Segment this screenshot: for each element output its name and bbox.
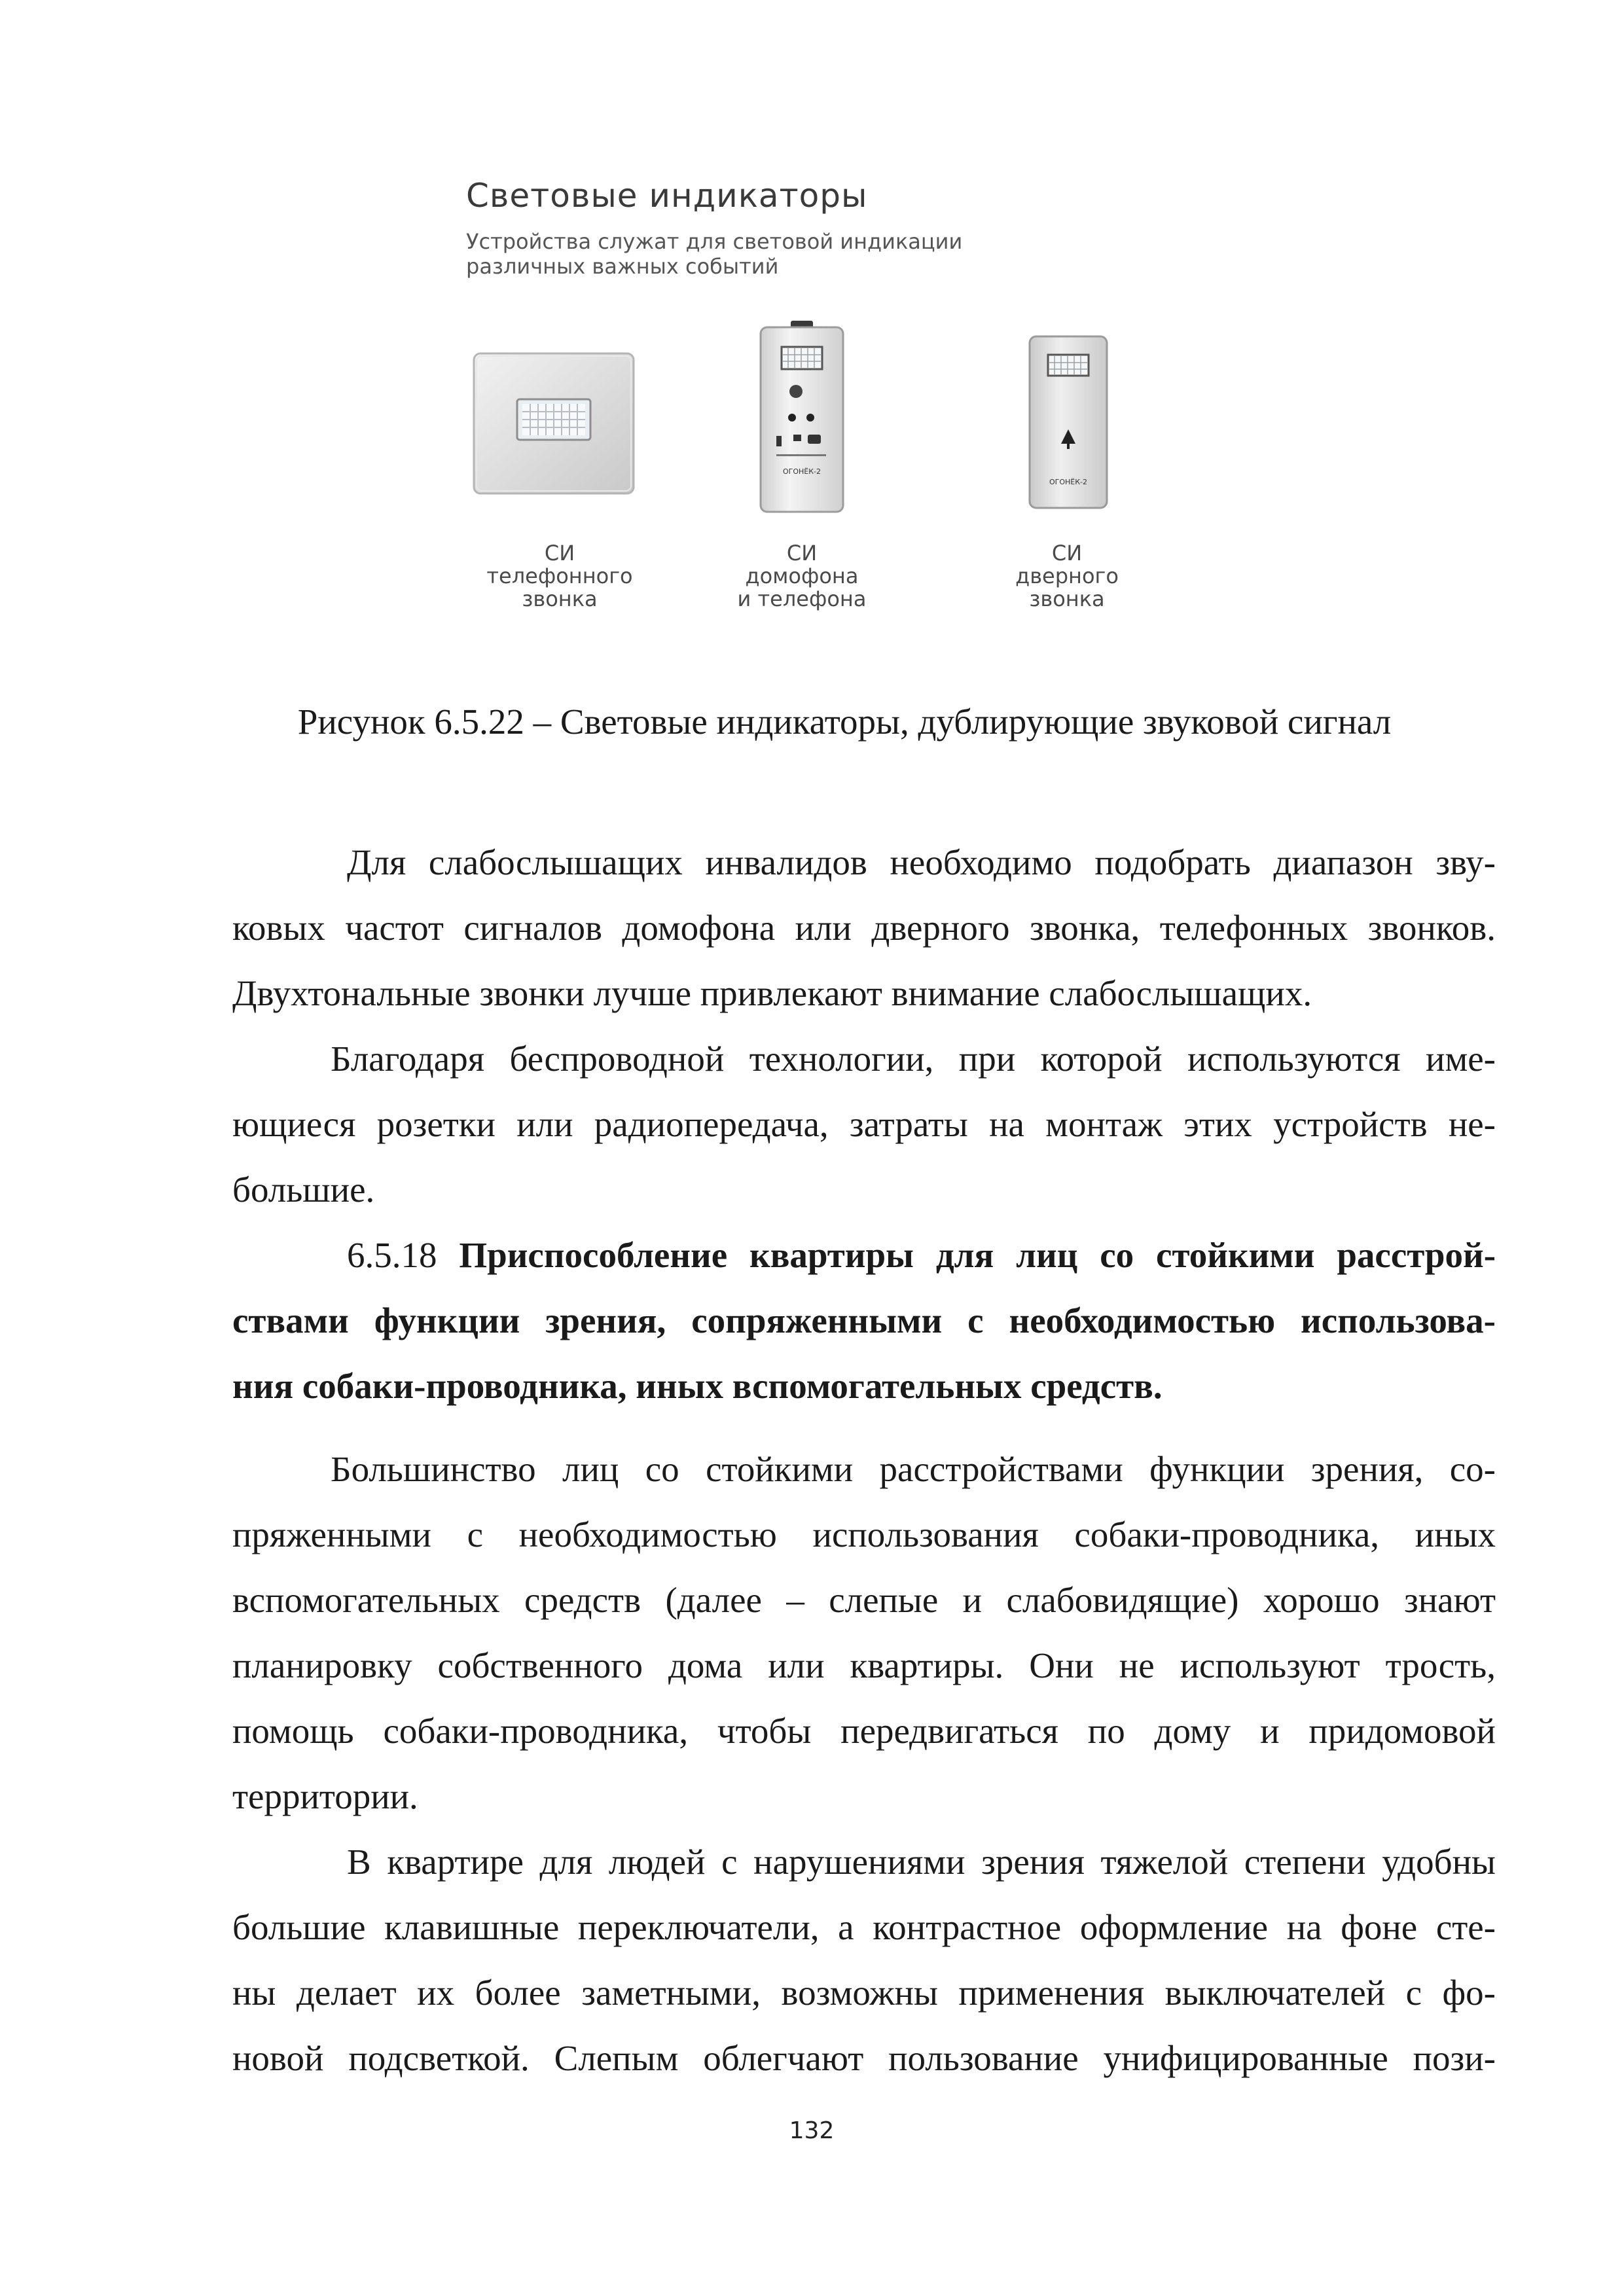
phone-ring-indicator-image — [470, 348, 640, 499]
figure-light-indicators — [458, 170, 1211, 655]
text-line: В квартире для людей с нарушениями зрения тяжелой степени удобны — [347, 1842, 1496, 1882]
figure-subtitle — [466, 229, 962, 279]
device-caption-phone — [465, 542, 655, 611]
device-label-text: ОГОНЁК-2 — [782, 467, 821, 476]
caption-line: и телефона — [737, 586, 867, 611]
page-number: 132 — [789, 2117, 835, 2144]
text-line: ющиеся розетки или радиопередача, затраты на монтаж этих устройств не- — [232, 1104, 1496, 1144]
paragraph — [232, 1829, 1496, 2091]
intercom-phone-indicator-image — [753, 319, 851, 516]
text-line: Благодаря беспроводной технологии, при которой используются име- — [331, 1039, 1496, 1079]
caption-line: СИ — [786, 541, 818, 565]
text-line: Для слабослышащих инвалидов необходимо подобрать диапазон зву- — [347, 842, 1496, 882]
heading-line: ния собаки-проводника, иных вспомогательных средств. — [232, 1366, 1163, 1406]
paragraph — [232, 830, 1496, 1026]
doorbell-indicator-image — [1018, 332, 1116, 512]
heading-line — [232, 1223, 1496, 1288]
section-title-part: Приспособление квартиры для лиц со стойкими расстрой- — [459, 1235, 1496, 1275]
paragraph — [232, 1026, 1496, 1223]
text-line: большие. — [232, 1170, 375, 1210]
caption-line: СИ — [544, 541, 575, 565]
text-line: большие клавишные переключатели, а контрастное оформление на фоне сте- — [232, 1907, 1496, 1947]
paragraph — [232, 1437, 1496, 1829]
section-number: 6.5.18 — [347, 1235, 437, 1275]
caption-line: звонка — [522, 586, 598, 611]
text-line: пряженными с необходимостью использования собаки-проводника, иных — [232, 1515, 1496, 1554]
device-label-text: ОГОНЁК-2 — [1049, 478, 1088, 486]
heading-line: ствами функции зрения, сопряженными с необходимостью использова- — [232, 1300, 1496, 1340]
text-line: Двухтональные звонки лучше привлекают внимание слабослышащих. — [232, 973, 1312, 1013]
section-heading — [232, 1223, 1496, 1419]
device-caption-door — [975, 542, 1159, 611]
text-line: помощь собаки-проводника, чтобы передвигаться по дому и придомовой — [232, 1711, 1496, 1751]
caption-line: телефонного — [486, 564, 633, 588]
figure-caption: Рисунок 6.5.22 – Световые индикаторы, дублирующие звуковой сигнал — [297, 702, 1392, 742]
figure-subtitle-line: различных важных событий — [466, 254, 779, 279]
figure-subtitle-line: Устройства служат для световой индикации — [466, 229, 963, 254]
caption-line: звонка — [1029, 586, 1105, 611]
figure-title: Световые индикаторы — [466, 177, 868, 215]
text-line: новой подсветкой. Слепым облегчают пользование унифицированные пози- — [232, 2038, 1496, 2078]
caption-line: СИ — [1051, 541, 1083, 565]
caption-line: дверного — [1015, 564, 1119, 588]
text-line: ны делает их более заметными, возможны применения выключателей с фо- — [232, 1973, 1496, 2013]
text-line: территории. — [232, 1776, 418, 1816]
text-line: планировку собственного дома или квартиры. Они не используют трость, — [232, 1645, 1496, 1685]
device-caption-intercom — [710, 542, 893, 611]
text-line: вспомогательных средств (далее – слепые и слабовидящие) хорошо знают — [232, 1580, 1496, 1620]
caption-line: домофона — [745, 564, 859, 588]
text-line: Большинство лиц со стойкими расстройствами функции зрения, со- — [331, 1449, 1496, 1489]
text-line: ковых частот сигналов домофона или дверного звонка, телефонных звонков. — [232, 908, 1496, 948]
